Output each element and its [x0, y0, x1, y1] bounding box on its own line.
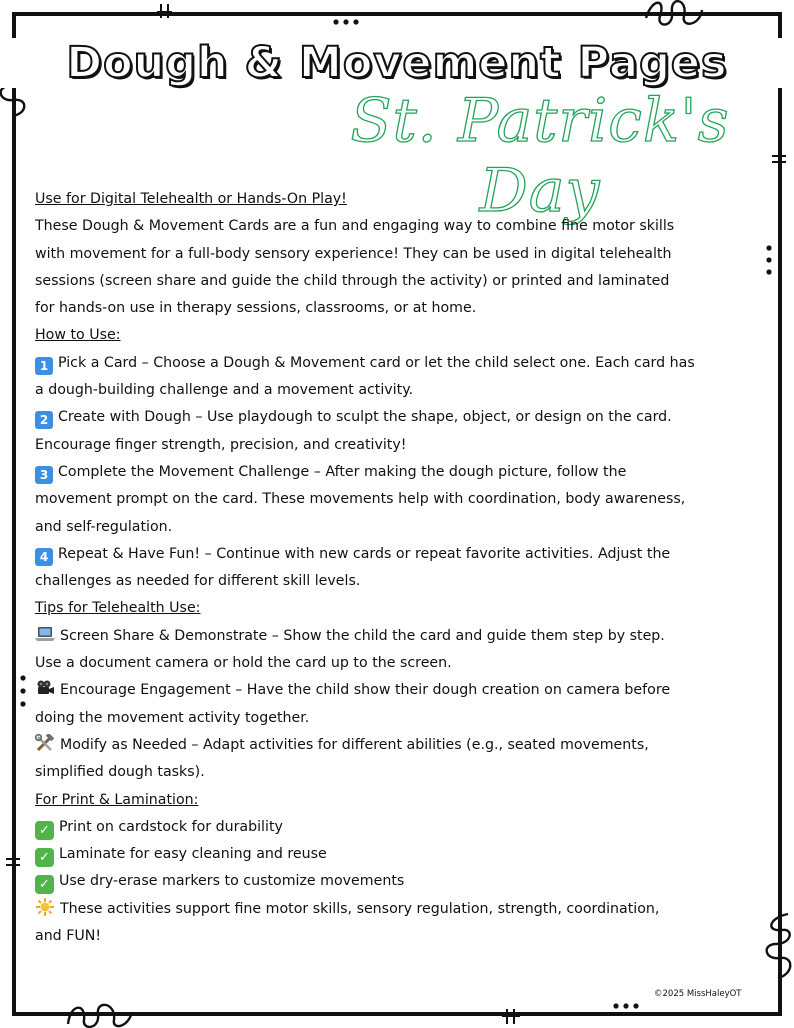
- page-subtitle: St. Patrick's Day: [350, 86, 730, 226]
- sun-icon: [35, 898, 55, 916]
- top-dots-doodle: [332, 18, 362, 26]
- how-to-use-step: [35, 459, 765, 541]
- right-dots-doodle: [764, 244, 774, 276]
- telehealth-tip: [35, 732, 765, 787]
- how-to-use-step: [35, 541, 765, 596]
- tip-text: Encourage Engagement – Have the child show their dough creation on camera before: [60, 682, 671, 699]
- number-1-icon: 1: [35, 357, 53, 375]
- intro-paragraph: [35, 213, 765, 322]
- step-text: movement prompt on the card. These movements help with coordination, body awareness,: [35, 491, 686, 508]
- top-left-bar-doodle: [156, 2, 176, 20]
- step-text: a dough-building challenge and a movement activity.: [35, 382, 414, 399]
- print-item-text: Use dry-erase markers to customize movements: [59, 873, 405, 890]
- how-to-use-heading: How to Use:: [35, 327, 121, 344]
- right-bar-doodle: [770, 150, 788, 170]
- step-text: Create with Dough – Use playdough to sculpt the shape, object, or design on the card.: [58, 409, 672, 426]
- tools-icon: [35, 734, 55, 752]
- tip-text: simplified dough tasks).: [35, 764, 205, 781]
- print-lamination-heading: For Print & Lamination:: [35, 791, 199, 808]
- closing-note: [35, 896, 765, 951]
- top-right-loops-doodle: [644, 0, 706, 28]
- bottom-dots-doodle: [612, 1002, 642, 1010]
- intro-heading: Use for Digital Telehealth or Hands-On Play!: [35, 191, 347, 207]
- print-item: [35, 841, 765, 868]
- how-to-use-step: [35, 350, 765, 405]
- step-text: Encourage finger strength, precision, and creativity!: [35, 436, 407, 453]
- telehealth-tips-heading: Tips for Telehealth Use:: [35, 600, 201, 617]
- print-item: [35, 868, 765, 895]
- check-mark-icon: ✓: [35, 875, 54, 894]
- left-dots-doodle: [18, 674, 28, 708]
- tip-text: Screen Share & Demonstrate – Show the child the card and guide them step by step.: [60, 627, 665, 644]
- closing-text: These activities support fine motor skills, sensory regulation, strength, coordination,: [60, 900, 660, 917]
- bottom-bar-doodle: [500, 1008, 522, 1026]
- copyright-footer: ©2025 MissHaleyOT: [654, 989, 742, 999]
- page-title: Dough & Movement Pages: [0, 38, 794, 88]
- right-loops-doodle: [764, 912, 794, 982]
- print-item-text: Laminate for easy cleaning and reuse: [59, 846, 327, 863]
- laptop-icon: [35, 625, 55, 643]
- print-item-text: Print on cardstock for durability: [59, 818, 283, 835]
- number-2-icon: 2: [35, 411, 53, 429]
- print-item: [35, 814, 765, 841]
- intro-line: These Dough & Movement Cards are a fun and engaging way to combine fine motor skills: [35, 218, 675, 235]
- number-4-icon: 4: [35, 548, 53, 566]
- step-text: Pick a Card – Choose a Dough & Movement card or let the child select one. Each card has: [58, 354, 695, 371]
- video-camera-icon: [35, 679, 55, 697]
- telehealth-tip: [35, 623, 765, 678]
- tip-text: doing the movement activity together.: [35, 709, 310, 726]
- intro-line: with movement for a full-body sensory experience! They can be used in digital telehealth: [35, 245, 672, 262]
- intro-line: for hands-on use in therapy sessions, classrooms, or at home.: [35, 300, 477, 317]
- instructions-body: [35, 186, 765, 950]
- check-mark-icon: ✓: [35, 821, 54, 840]
- step-text: Repeat & Have Fun! – Continue with new cards or repeat favorite activities. Adjust the: [58, 545, 671, 562]
- check-mark-icon: ✓: [35, 848, 54, 867]
- closing-text: and FUN!: [35, 928, 102, 945]
- step-text: challenges as needed for different skill levels.: [35, 573, 361, 590]
- step-text: and self-regulation.: [35, 518, 173, 535]
- bottom-left-loops-doodle: [66, 1000, 136, 1028]
- step-text: Complete the Movement Challenge – After making the dough picture, follow the: [58, 463, 627, 480]
- tip-text: Modify as Needed – Adapt activities for different abilities (e.g., seated movements,: [60, 736, 649, 753]
- intro-line: sessions (screen share and guide the child through the activity) or printed and laminated: [35, 272, 670, 289]
- left-bar-doodle: [4, 852, 22, 872]
- telehealth-tip: [35, 677, 765, 732]
- tip-text: Use a document camera or hold the card up to the screen.: [35, 655, 452, 672]
- number-3-icon: 3: [35, 466, 53, 484]
- how-to-use-step: [35, 404, 765, 459]
